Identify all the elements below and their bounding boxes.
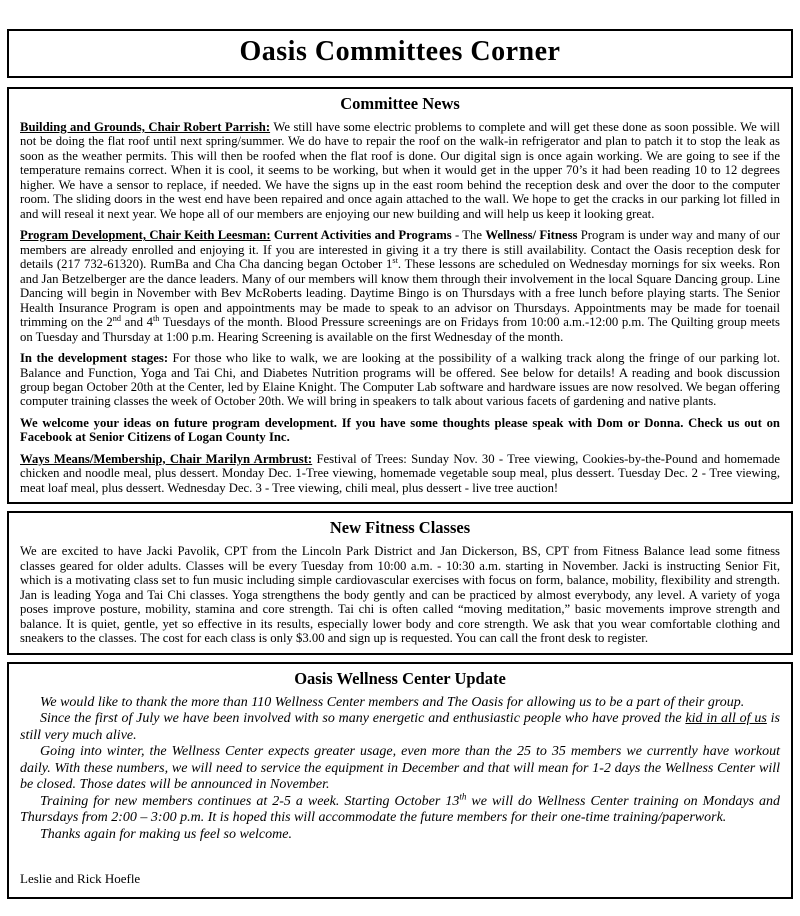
paragraph (20, 695, 780, 712)
text-segment: In the development stages: (20, 351, 169, 366)
paragraph (20, 452, 780, 495)
page-title: Oasis Committees Corner (239, 36, 561, 67)
text-segment: th (459, 790, 467, 801)
text-segment: nd (112, 313, 121, 323)
fitness-body (20, 544, 780, 645)
text-segment: Program is under way and many of our members are already enrolled and enjoying it. If you are interested in giving it a try there is still availability. Contact the Oasis reception desk for details (217 732-61320). RumBa and Cha Cha dancing began October 1 (20, 228, 780, 272)
signature: Leslie and Rick Hoefle (20, 871, 141, 887)
wellness-heading: Oasis Wellness Center Update (294, 668, 506, 688)
paragraph (20, 744, 780, 794)
page-title-box (7, 29, 793, 78)
paragraph (20, 544, 780, 645)
paragraph (20, 228, 780, 344)
committee-news-heading: Committee News (340, 94, 460, 113)
text-segment: . These lessons are scheduled on Wednesday mornings for six weeks. Ron and Jan Betzelberger are the dance leaders. Many of our members will know them through their involvement in the local Square Dancing group. Line Dancing will begin in November with Bev McRoberts leading. Daytime Bingo is on Thursdays with a free lunch before playing starts. The Senior Health Insurance Program is open and appointments may be made to speak to an advisor on Thursdays. Appointments may be made for toenail trimming on the 2 (20, 257, 781, 330)
text-segment: We still have some electric problems to complete and will get these done as soon possible. We will not be doing the flat roof until next spring/summer. We do have to repair the roof on the walk-in refrigerator and plan to patch it to stop the leak as soon as the weather permits. This will then be roofed when the flat roof is done. Our digital sign is once again working. We are going to see if the temperature remains correct. When it is cool, it seems to be working, but when it would get in the upper 70’s it had been reading 10 to 12 degrees higher. We have a sensor to replace, if needed. We have the signs up in the east room behind the reception desk and over the door to the computer room. The sliding doors in the west end have been repaired and once again attached to the wall. We hope to get the cracks in our parking lot filled in and will reseal it next year. We hope all of our members are enjoying our new building and will help us keep it looking great. (20, 120, 780, 221)
text-segment: We would like to thank the more than 110 Wellness Center members and The Oasis for allowing us to be a part of their group. (40, 694, 745, 710)
text-segment: Thanks again for making us feel so welcome. (40, 826, 292, 842)
text-segment: st (392, 255, 398, 265)
text-segment: We welcome your ideas on future program development. If you have some thoughts please speak with Dom or Donna. Check us out on Facebook at Senior Citizens of Logan County Inc. (20, 415, 780, 445)
text-segment: - The (451, 228, 486, 243)
text-segment: Festival of Trees: Sunday Nov. 30 - Tree viewing, Cookies-by-the-Pound and homemade chicken and noodle meal, plus dessert. Monday Dec. 1-Tree viewing, homemade vegetable soup meal, plus dessert. Tuesday Dec. 2 - Tree viewing, meat loaf meal, plus dessert. Wednesday Dec. 3 - Tree viewing, chili meal, plus dessert - live tree auction! (20, 451, 780, 495)
wellness-section (7, 662, 793, 900)
text-segment: Going into winter, the Wellness Center expects greater usage, even more than the 25 to 35 members we currently have workout daily. With these numbers, we will need to service the equipment in December and that will mean for 1-2 days the Wellness Center will be closed. Those dates will be announced in November. (20, 744, 780, 793)
text-segment: Tuesdays of the month. Blood Pressure screenings are on Fridays from 10:00 a.m.-12:00 p.m. The Quilting group meets on Tuesday and Thursday at 1:00 p.m. Hearing Screening is available on the first Wednesday of the month. (20, 315, 780, 344)
committee-news-section (7, 87, 793, 504)
text-segment: Program Development, Chair Keith Leesman: (20, 228, 271, 243)
text-segment: is still very much alive. (20, 711, 780, 743)
text-segment: Building and Grounds, Chair Robert Parrish: (20, 120, 271, 134)
paragraph (20, 120, 780, 221)
paragraph (20, 416, 780, 445)
committee-news-body (20, 120, 780, 495)
text-segment: kid in all of us (685, 711, 767, 727)
fitness-heading: New Fitness Classes (329, 518, 471, 538)
text-segment: Training for new members continues at 2-5 a week. Starting October 13 (40, 793, 460, 809)
wellness-body (20, 695, 780, 844)
text-segment: For those who like to walk, we are looking at the possibility of a walking track along the fringe of our parking lot. Balance and Function, Yoga and Tai Chi, and Diabetes Nutrition programs will be offered. See below for details! A reading and book discussion group began October 20th at the Center, led by Elaine Knight. The Computer Lab software and hardware issues are now resolved. We began offering computer training classes the week of October 20th. We will bring in speakers to talk about various facets of gardening and native plants. (20, 351, 780, 409)
text-segment: Wellness/ Fitness (485, 228, 578, 243)
text-segment: we will do Wellness Center training on Mondays and Thursdays from 2:00 – 3:00 p.m. It is hoped this will accommodate the future members for their one-time training/paperwork. (20, 793, 780, 826)
text-segment: Ways Means/Membership, Chair Marilyn Armbrust: (20, 451, 313, 466)
paragraph (20, 351, 780, 409)
paragraph (20, 790, 780, 827)
text-segment: Since the first of July we have been involved with so many energetic and enthusiastic people who have proved the (40, 711, 686, 727)
text-segment: th (152, 313, 160, 323)
fitness-section (7, 511, 793, 654)
text-segment: We are excited to have Jacki Pavolik, CPT from the Lincoln Park District and Jan Dickerson, BS, CPT from Fitness Balance lead some fitness classes geared for older adults. Classes will be every Tuesday from 10:00 a.m. - 10:30 a.m. starting in November. Jacki is instructing Senior Fit, which is a motivating class set to fun music including simple cardiovascular exercises with focus on form, balance, mobility, flexibility and strength. Jan is leading Yoga and Tai Chi classes. Yoga strengthens the body gently and can be practiced by almost everybody, any level. A variety of yoga poses improve posture, mobility, stamina and core strength. Tai chi is often called “moving meditation,” basic movements improve strength and balance. It is quiet, gentle, yet so effective in its results, especially lower body and core strength. We ask that you wear comfortable clothing and sneakers to the classes. The cost for each class is only $3.00 and sign up is requested. You can call the front desk to register. (20, 544, 780, 646)
paragraph (20, 711, 780, 744)
text-segment: and 4 (120, 315, 153, 330)
text-segment: Current Activities and Programs (273, 228, 452, 243)
paragraph (20, 827, 780, 844)
